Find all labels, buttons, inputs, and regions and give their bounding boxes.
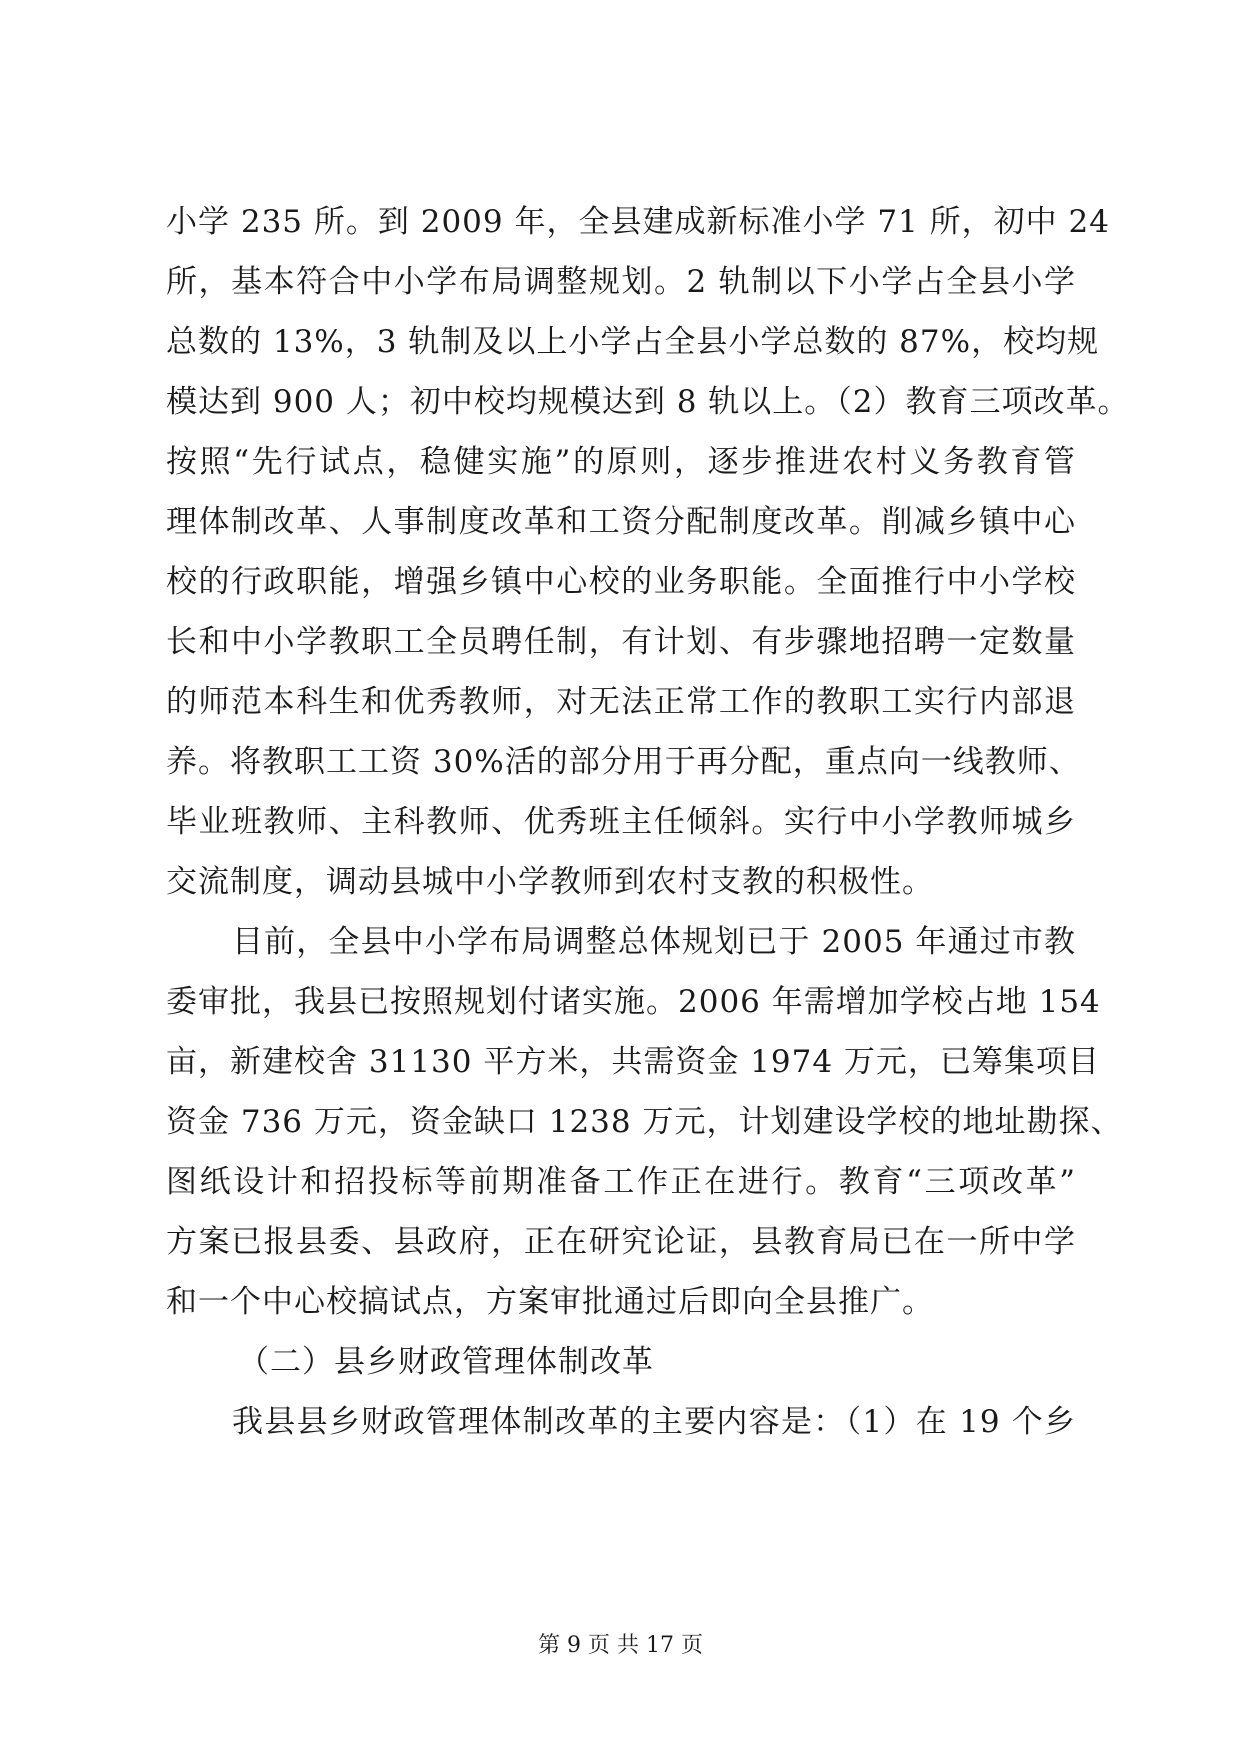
paragraph-line-15: 亩，新建校舍 31130 平方米，共需资金 1974 万元，已筹集项目 [166,1044,1100,1080]
paragraph-line-19: 和一个中心校搞试点，方案审批通过后即向全县推广。 [166,1284,934,1320]
paragraph-line-4: 模达到 900 人；初中校均规模达到 8 轨以上。（2）教育三项改革。 [166,384,1130,420]
paragraph-line-10: 养。将教职工工资 30%活的部分用于再分配，重点向一线教师、 [166,744,1081,780]
paragraph-line-16: 资金 736 万元，资金缺口 1238 万元，计划建设学校的地址勘探、 [166,1104,1123,1140]
paragraph-line-1: 小学 235 所。到 2009 年，全县建成新标准小学 71 所，初中 24 [166,204,1110,240]
paragraph-line-21: 我县县乡财政管理体制改革的主要内容是：（1）在 19 个乡 [232,1404,1076,1440]
page-number-footer: 第 9 页 共 17 页 [538,1633,703,1658]
paragraph-line-7: 校的行政职能，增强乡镇中心校的业务职能。全面推行中小学校 [166,564,1076,600]
paragraph-line-17: 图纸设计和招投标等前期准备工作正在进行。教育“三项改革” [166,1164,1076,1200]
paragraph-line-3: 总数的 13%，3 轨制及以上小学占全县小学总数的 87%，校均规 [166,324,1100,360]
paragraph-line-9: 的师范本科生和优秀教师，对无法正常工作的教职工实行内部退 [166,684,1076,720]
paragraph-line-18: 方案已报县委、县政府，正在研究论证，县教育局已在一所中学 [166,1224,1076,1260]
paragraph-line-11: 毕业班教师、主科教师、优秀班主任倾斜。实行中小学教师城乡 [166,804,1076,840]
paragraph-line-2: 所，基本符合中小学布局调整规划。2 轨制以下小学占全县小学 [166,264,1076,300]
paragraph-line-12: 交流制度，调动县城中小学教师到农村支教的积极性。 [166,864,934,900]
paragraph-line-13: 目前，全县中小学布局调整总体规划已于 2005 年通过市教 [232,924,1076,960]
paragraph-line-6: 理体制改革、人事制度改革和工资分配制度改革。削减乡镇中心 [166,504,1076,540]
paragraph-line-14: 委审批，我县已按照规划付诸实施。2006 年需增加学校占地 154 [166,984,1101,1020]
paragraph-line-5: 按照“先行试点，稳健实施”的原则，逐步推进农村义务教育管 [166,444,1076,480]
paragraph-line-8: 长和中小学教职工全员聘任制，有计划、有步骤地招聘一定数量 [166,624,1076,660]
section-heading: （二）县乡财政管理体制改革 [238,1344,654,1380]
